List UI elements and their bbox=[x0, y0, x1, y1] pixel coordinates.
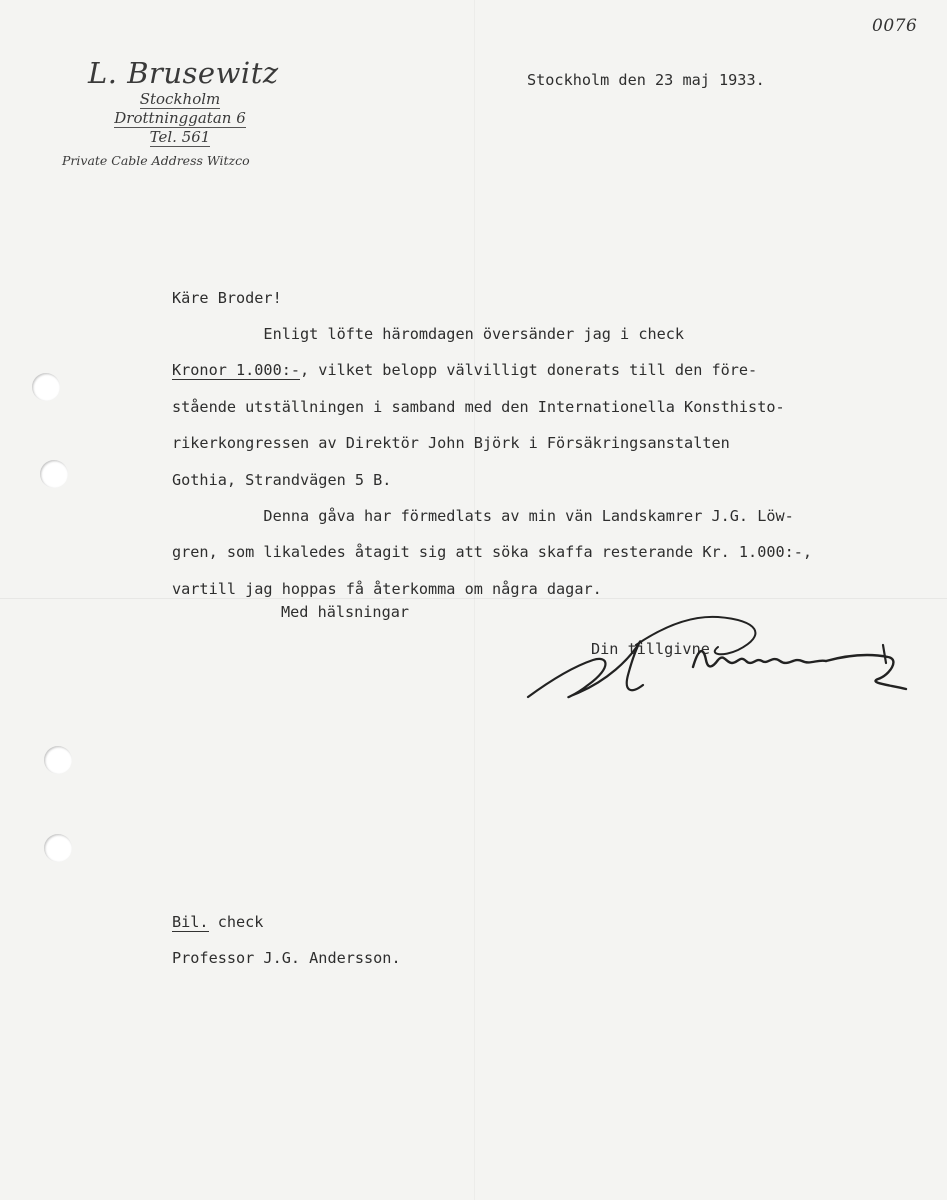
archive-number: 0076 bbox=[872, 16, 918, 36]
letterhead-city: Stockholm bbox=[139, 90, 221, 108]
handwritten-signature bbox=[518, 605, 918, 715]
body-line: rikerkongressen av Direktör John Björk i Försäkringsanstalten bbox=[172, 434, 730, 453]
body-line: Denna gåva har förmedlats av min vän Landskamrer J.G. Löw- bbox=[172, 507, 794, 526]
body-line: Kronor 1.000:-, vilket belopp välvilligt donerats till den före- bbox=[172, 361, 758, 380]
salutation: Käre Broder! bbox=[172, 289, 282, 307]
recipient: Professor J.G. Andersson. bbox=[172, 949, 401, 967]
letter-body bbox=[172, 316, 812, 607]
body-line: vartill jag hoppas få återkomma om några dagar. bbox=[172, 579, 602, 598]
letter-date: Stockholm den 23 maj 1933. bbox=[527, 71, 765, 89]
punch-hole bbox=[44, 746, 72, 774]
enclosure-item: check bbox=[208, 913, 264, 931]
letterhead-name: L. Brusewitz bbox=[88, 56, 279, 90]
faded-stamp bbox=[300, 44, 395, 259]
enclosure-label: Bil. bbox=[172, 913, 209, 931]
closing: Med hälsningar bbox=[281, 603, 410, 621]
body-line: Gothia, Strandvägen 5 B. bbox=[172, 470, 392, 489]
letterhead-cable: Private Cable Address Witzco bbox=[62, 153, 250, 168]
body-line: stående utställningen i samband med den Internationella Konsthisto- bbox=[172, 397, 785, 416]
letterhead bbox=[62, 56, 300, 171]
body-line: gren, som likaledes åtagit sig att söka skaffa resterande Kr. 1.000:-, bbox=[172, 543, 813, 562]
amount-underlined: Kronor 1.000:- bbox=[172, 361, 301, 380]
signoff: Din tillgivne bbox=[591, 640, 710, 658]
letterhead-phone: Tel. 561 bbox=[149, 128, 211, 146]
letterhead-street: Drottninggatan 6 bbox=[114, 109, 246, 127]
punch-hole bbox=[44, 834, 72, 862]
punch-hole bbox=[40, 460, 68, 488]
body-line: Enligt löfte häromdagen översänder jag i check bbox=[172, 325, 685, 343]
enclosure-note bbox=[172, 904, 263, 940]
punch-hole bbox=[32, 373, 60, 401]
